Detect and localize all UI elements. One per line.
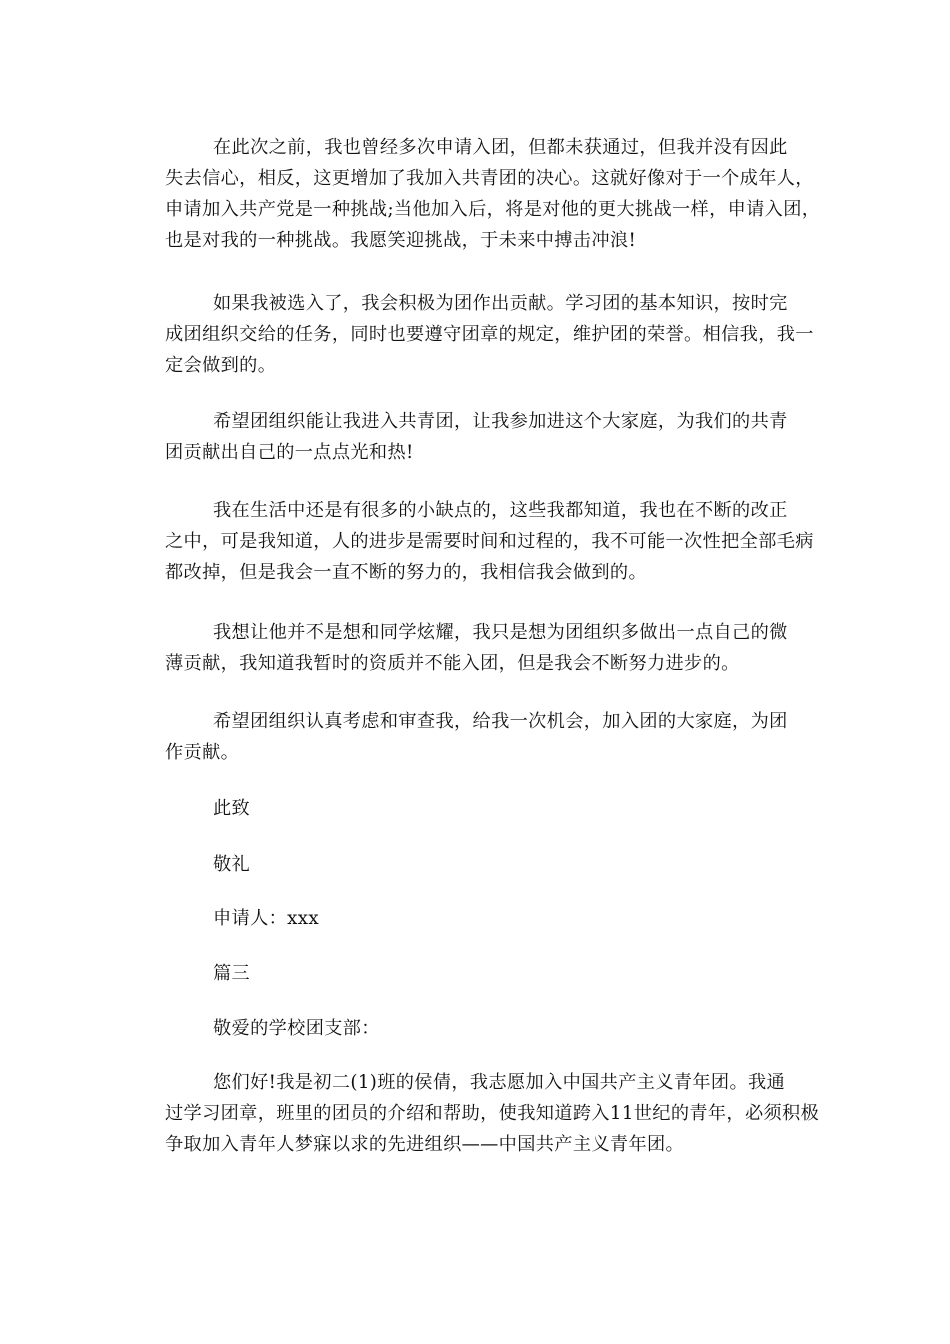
- applicant-signature: 申请人：xxx: [213, 908, 319, 929]
- section-title: 篇三: [213, 963, 251, 984]
- paragraph-line: 如果我被选入了，我会积极为团作出贡献。学习团的基本知识，按时完: [213, 293, 788, 314]
- paragraph-line: 成团组织交给的任务，同时也要遵守团章的规定，维护团的荣誉。相信我，我一: [165, 324, 814, 345]
- paragraph-line: 过学习团章，班里的团员的介绍和帮助，使我知道跨入11世纪的青年，必须积极: [165, 1103, 820, 1124]
- paragraph-line: 团贡献出自己的一点点光和热!: [165, 442, 414, 463]
- paragraph-line: 都改掉，但是我会一直不断的努力的，我相信我会做到的。: [165, 562, 647, 583]
- salutation-cizhi: 此致: [213, 798, 251, 819]
- paragraph-line: 作贡献。: [165, 742, 240, 763]
- paragraph-final: [165, 1067, 820, 1160]
- paragraph-5: [165, 617, 805, 679]
- greeting: 敬爱的学校团支部：: [213, 1018, 380, 1039]
- salutation-jingli: 敬礼: [213, 854, 251, 875]
- paragraph-line: 也是对我的一种挑战。我愿笑迎挑战，于未来中搏击冲浪!: [165, 230, 637, 251]
- paragraph-line: 我想让他并不是想和同学炫耀，我只是想为团组织多做出一点自己的微: [213, 622, 788, 643]
- paragraph-3: [165, 406, 805, 468]
- paragraph-line: 争取加入青年人梦寐以求的先进组织——中国共产主义青年团。: [165, 1134, 685, 1155]
- paragraph-line: 之中，可是我知道，人的进步是需要时间和过程的，我不可能一次性把全部毛病: [165, 531, 814, 552]
- paragraph-2: [165, 288, 814, 381]
- paragraph-line: 希望团组织能让我进入共青团，让我参加进这个大家庭，为我们的共青: [213, 411, 788, 432]
- paragraph-line: 申请加入共产党是一种挑战;当他加入后，将是对他的更大挑战一样，申请入团，: [165, 199, 821, 220]
- paragraph-1: [165, 132, 821, 256]
- paragraph-line: 您们好!我是初二(1)班的侯倩，我志愿加入中国共产主义青年团。我通: [213, 1072, 786, 1093]
- paragraph-line: 在此次之前，我也曾经多次申请入团，但都未获通过，但我并没有因此: [213, 137, 788, 158]
- paragraph-line: 希望团组织认真考虑和审查我，给我一次机会，加入团的大家庭，为团: [213, 711, 788, 732]
- paragraph-line: 失去信心，相反，这更增加了我加入共青团的决心。这就好像对于一个成年人，: [165, 168, 814, 189]
- paragraph-line: 定会做到的。: [165, 355, 277, 376]
- paragraph-4: [165, 495, 814, 588]
- paragraph-6: [165, 706, 805, 768]
- paragraph-line: 薄贡献，我知道我暂时的资质并不能入团，但是我会不断努力进步的。: [165, 653, 740, 674]
- paragraph-line: 我在生活中还是有很多的小缺点的，这些我都知道，我也在不断的改正: [213, 500, 788, 521]
